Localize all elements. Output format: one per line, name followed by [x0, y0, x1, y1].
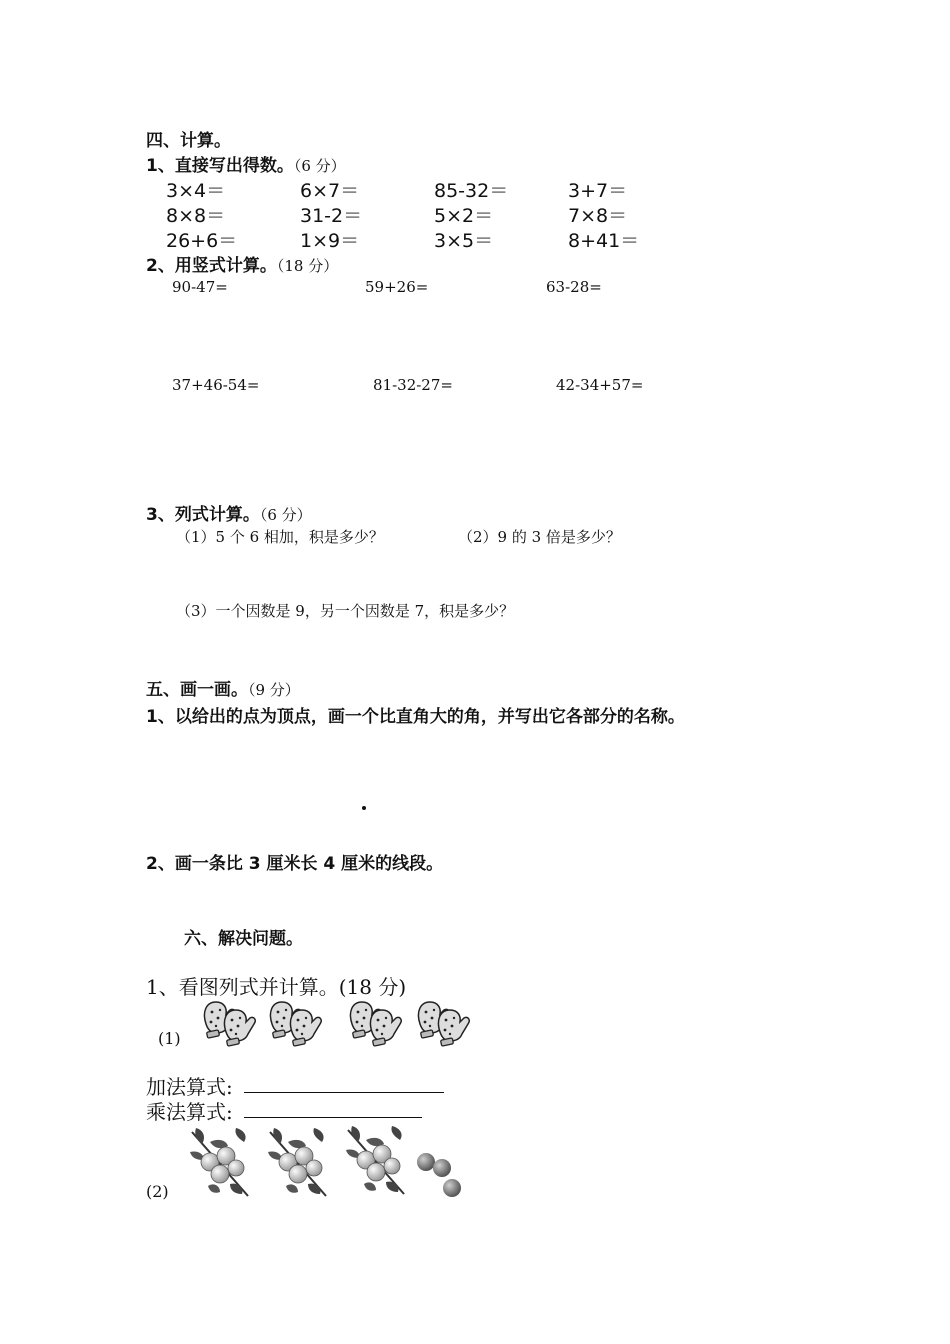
mental-r3-c2: 1×9＝: [300, 230, 360, 252]
part-2-label: (2): [146, 1182, 169, 1201]
mitten-pairs-illustration: [198, 996, 478, 1048]
q1-heading: [146, 151, 346, 176]
mental-r2-c1: 8×8＝: [166, 205, 226, 227]
mental-r2-c2: 31-2＝: [300, 205, 363, 227]
q1-score: （6 分）: [293, 157, 346, 175]
q3-title: 3、列式计算。: [146, 505, 260, 525]
mitten-pair-4-icon: [418, 1002, 469, 1046]
mul-formula-answer-line[interactable]: [244, 1117, 422, 1118]
vertical-r1-c1: 90-47=: [172, 278, 228, 296]
q2-title: 2、用竖式计算。: [146, 256, 277, 276]
q2-heading: [146, 251, 338, 276]
loose-apples-icon: [417, 1153, 461, 1197]
section-5-heading: [146, 675, 300, 700]
s5-q2: 2、画一条比 3 厘米长 4 厘米的线段。: [146, 854, 444, 874]
q3-score: （6 分）: [259, 506, 312, 524]
mitten-pair-2-icon: [270, 1002, 321, 1046]
add-formula-label: 加法算式:: [146, 1075, 233, 1099]
mental-r3-c3: 3×5＝: [434, 230, 494, 252]
mental-r2-c3: 5×2＝: [434, 205, 494, 227]
mental-r2-c4: 7×8＝: [568, 205, 628, 227]
q3-item-2: （2）9 的 3 倍是多少？: [458, 528, 621, 546]
mitten-pair-3-icon: [350, 1002, 401, 1046]
apple-branch-2-icon: [268, 1128, 326, 1196]
q3-item-3: （3）一个因数是 9，另一个因数是 7，积是多少？: [176, 602, 515, 620]
mental-r1-c4: 3+7＝: [568, 180, 628, 202]
s6-q1: 1、看图列式并计算。(18 分): [146, 975, 407, 999]
section-6-title: 六、解决问题。: [184, 929, 303, 949]
section-5-title: 五、画一画。: [146, 680, 248, 700]
mental-r3-c4: 8+41＝: [568, 230, 640, 252]
s5-q1: 1、以给出的点为顶点，画一个比直角大的角，并写出它各部分的名称。: [146, 707, 685, 727]
mental-r1-c3: 85-32＝: [434, 180, 509, 202]
vertical-r1-c3: 63-28=: [546, 278, 602, 296]
part-1-label: (1): [158, 1029, 181, 1048]
q3-item-1: （1）5 个 6 相加，积是多少？: [176, 528, 384, 546]
mitten-pair-1-icon: [204, 1002, 255, 1046]
apple-branches-illustration: [186, 1122, 468, 1202]
vertex-point: [362, 806, 366, 810]
section-5-score: （9 分）: [248, 681, 300, 699]
mul-formula-label: 乘法算式:: [146, 1100, 233, 1124]
vertical-r1-c2: 59+26=: [365, 278, 429, 296]
apple-branch-3-icon: [346, 1126, 404, 1194]
add-formula-answer-line[interactable]: [244, 1092, 444, 1093]
apple-branch-1-icon: [190, 1128, 248, 1196]
mental-r1-c1: 3×4＝: [166, 180, 226, 202]
mental-r1-c2: 6×7＝: [300, 180, 360, 202]
q3-heading: [146, 500, 312, 525]
mental-r3-c1: 26+6＝: [166, 230, 238, 252]
vertical-r2-c2: 81-32-27=: [373, 376, 453, 394]
vertical-r2-c1: 37+46-54=: [172, 376, 260, 394]
vertical-r2-c3: 42-34+57=: [556, 376, 644, 394]
q1-title: 1、直接写出得数。: [146, 156, 294, 176]
q2-score: （18 分）: [276, 257, 339, 275]
section-4-title: 四、计算。: [146, 131, 231, 151]
